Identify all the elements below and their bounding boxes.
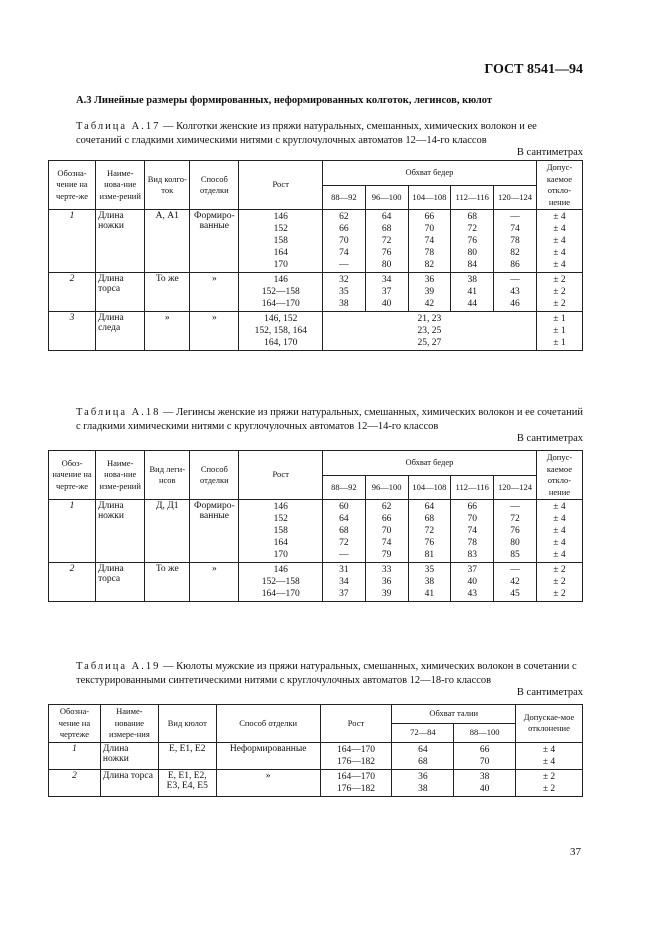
table-caption [76,120,584,148]
cell-value: 164 [273,248,288,258]
document-header: ГОСТ 8541—94 [484,62,583,77]
cell-value: ± 4 [553,212,566,222]
cell-value: — [339,260,349,270]
cell-value: 146 [273,565,288,575]
cell-value: 44 [467,299,477,309]
size-values [451,563,494,602]
height-values [239,500,322,563]
size-values [408,273,451,312]
cell-value: 42 [510,577,520,587]
item-type: То же [145,273,190,312]
cell-value: 68 [424,514,435,524]
table-caption-text: — Колготки женские из пряжи натуральных, смешанных, химических волокон и ее сочетаний с гладкими химическими нитями с круглочулочных автоматов 12—14-го классов [76,121,537,146]
cell-value: 76 [467,236,477,246]
cell-value: 66 [424,212,435,222]
item-type: Е, Е1, Е2 [158,742,216,769]
cell-value: 164—170 [261,299,300,309]
column-header: Обозна-чение на чертеже [49,705,101,743]
tolerance-values [536,273,582,312]
cell-value: 66 [381,514,392,524]
table-caption [76,406,584,434]
cell-value: 164—170 [337,744,375,755]
row-code: 1 [49,210,96,273]
cell-value: 74 [467,526,477,536]
cell-value: ± 4 [553,248,566,258]
size-values [494,563,537,602]
cell-value: 80 [381,260,392,270]
cell-value: 86 [510,260,520,270]
column-header: 72—84 [392,723,454,742]
cell-value: ± 2 [553,565,566,575]
cell-value: 72 [424,526,435,536]
cell-value: 74 [424,236,435,246]
cell-value: 41 [467,287,477,297]
measurement-name: Длина ножки [100,742,158,769]
cell-value: 82 [424,260,435,270]
table-caption [76,660,584,688]
cell-value: 158 [273,236,288,246]
cell-value: 170 [273,550,288,560]
table-a19 [48,704,583,797]
column-header: 88—100 [454,723,516,742]
cell-value: 38 [479,771,490,782]
size-values [451,500,494,563]
section-title: А.3 Линейные размеры формированных, неформированных колготок, легинсов, кюлот [76,95,493,106]
table-label: Таблица А.18 [76,407,161,418]
column-header: 88—92 [322,185,365,210]
cell-value: 80 [510,538,520,548]
row-code: 1 [49,742,101,769]
cell-value: ± 2 [553,287,566,297]
finish-method: » [190,273,239,312]
cell-value: 43 [467,589,477,599]
column-header: Обозна-чение на черте-же [49,161,96,210]
cell-value: 62 [339,212,349,222]
cell-value: ± 2 [553,299,566,309]
cell-value: 74 [381,538,392,548]
cell-value: 76 [381,248,392,258]
finish-method: Формиро-ванные [190,500,239,563]
column-group-header: Обхват талии [392,705,516,724]
measurement-name: Длина следа [96,312,145,351]
cell-value: 68 [467,212,477,222]
cell-value: 66 [479,744,490,755]
size-values [365,500,408,563]
column-header: Допускае-мое отклонение [516,705,583,743]
cell-value: 152 [273,514,288,524]
size-values [494,210,537,273]
cell-value: ± 1 [553,326,566,336]
cell-value: ± 1 [553,338,566,348]
cell-value: 70 [467,514,477,524]
cell-value: 70 [339,236,349,246]
cell-value: 176—182 [337,783,375,794]
size-values [494,500,537,563]
height-values [239,563,322,602]
column-header: Допус-каемое откло-нение [536,451,582,500]
cell-value: 72 [381,236,392,246]
cell-value: 146 [273,212,288,222]
cell-value: ± 2 [553,577,566,587]
cell-value: ± 1 [553,314,566,324]
cell-value: 39 [424,287,435,297]
unit-note: В сантиметрах [516,433,583,444]
tolerance-values [516,769,583,796]
cell-value: 76 [510,526,520,536]
size-values [322,500,365,563]
table-a17 [48,160,583,351]
column-header: 120—124 [494,185,537,210]
cell-value: 80 [467,248,477,258]
column-header: Рост [239,161,322,210]
column-group-header: Обхват бедер [322,451,536,476]
cell-value: 40 [381,299,392,309]
size-values [322,210,365,273]
cell-value: ± 2 [553,275,566,285]
cell-value: 23, 25 [417,326,442,336]
measurement-name: Длина ножки [96,210,145,273]
column-header: Способ отделки [216,705,320,743]
cell-value: 83 [467,550,477,560]
finish-method: » [190,563,239,602]
cell-value: ± 4 [553,538,566,548]
cell-value: 78 [467,538,477,548]
cell-value: 38 [424,577,435,587]
cell-value: 39 [381,589,392,599]
cell-value: ± 4 [553,224,566,234]
table-caption-text: — Кюлоты мужские из пряжи натуральных, смешанных, химических волокон в сочетании с текстурированными синтетическими нитями с круглочулочных автоматов 12—18-го классов [76,661,577,686]
column-header: Наиме-нование измере-ния [100,705,158,743]
height-values [239,312,322,351]
column-header: Вид кюлот [158,705,216,743]
cell-value: 45 [510,589,520,599]
cell-value: 38 [467,275,477,285]
cell-value: 62 [381,502,392,512]
column-header: 104—108 [408,475,451,500]
column-header: 96—100 [365,475,408,500]
cell-value: 82 [510,248,520,258]
measurement-name: Длина ножки [96,500,145,563]
item-type: То же [145,563,190,602]
cell-value: 32 [339,275,349,285]
table-row [49,563,583,602]
cell-value: 37 [339,589,349,599]
cell-value: 38 [418,783,428,794]
cell-value: 85 [510,550,520,560]
measurement-name: Длина торса [100,769,158,796]
cell-value: 70 [381,526,392,536]
cell-value: 164—170 [261,589,300,599]
column-header: 88—92 [322,475,365,500]
cell-value: 70 [479,756,490,767]
cell-value: 66 [467,502,477,512]
finish-method: Формиро-ванные [190,210,239,273]
column-header: Способ отделки [190,451,239,500]
cell-value: — [510,212,520,222]
height-values [320,742,392,769]
cell-value: 152—158 [261,577,300,587]
merged-values [322,312,536,351]
size-values [494,273,537,312]
page-number: 37 [570,846,581,858]
size-values [408,210,451,273]
table-row [49,500,583,563]
cell-value: ± 4 [553,514,566,524]
tolerance-values [536,312,582,351]
table-a18 [48,450,583,602]
cell-value: ± 4 [553,236,566,246]
cell-value: 36 [381,577,392,587]
item-type: » [145,312,190,351]
cell-value: 76 [424,538,435,548]
size-values [365,210,408,273]
tolerance-values [536,563,582,602]
column-header: Обоз-начение на черте-же [49,451,96,500]
row-code: 3 [49,312,96,351]
column-header: Способ отделки [190,161,239,210]
cell-value: 78 [424,248,435,258]
cell-value: ± 4 [553,260,566,270]
size-values [408,563,451,602]
cell-value: 146 [273,275,288,285]
cell-value: 164, 170 [264,338,298,348]
header-row [49,451,583,476]
tolerance-values [536,500,582,563]
finish-method: » [190,312,239,351]
cell-value: 37 [467,565,477,575]
cell-value: 34 [339,577,349,587]
row-code: 2 [49,769,101,796]
cell-value: ± 4 [542,756,556,767]
header-row [49,161,583,186]
cell-value: 74 [339,248,349,258]
cell-value: 152, 158, 164 [254,326,307,336]
cell-value: 25, 27 [417,338,442,348]
size-values [392,769,454,796]
cell-value: 78 [510,236,520,246]
size-values [408,500,451,563]
cell-value: 74 [510,224,520,234]
cell-value: 43 [510,287,520,297]
item-type: А, А1 [145,210,190,273]
table-row [49,273,583,312]
size-values [365,273,408,312]
size-values [451,273,494,312]
cell-value: ± 4 [542,744,556,755]
unit-note: В сантиметрах [516,147,583,158]
row-code: 2 [49,563,96,602]
table-label: Таблица А.19 [76,661,161,672]
cell-value: 176—182 [337,756,375,767]
tolerance-values [516,742,583,769]
cell-value: 152 [273,224,288,234]
cell-value: 66 [339,224,349,234]
cell-value: 79 [381,550,392,560]
column-header: 120—124 [494,475,537,500]
header-row [49,705,583,724]
cell-value: 31 [339,565,349,575]
cell-value: 72 [339,538,349,548]
cell-value: 64 [339,514,349,524]
cell-value: 81 [424,550,435,560]
column-header: Наиме-нова-ние изме-рений [96,161,145,210]
column-header: Рост [320,705,392,743]
cell-value: 64 [424,502,435,512]
cell-value: 60 [339,502,349,512]
cell-value: 84 [467,260,477,270]
cell-value: 164 [273,538,288,548]
finish-method: Неформированные [216,742,320,769]
row-code: 2 [49,273,96,312]
cell-value: — [510,565,520,575]
cell-value: 164—170 [337,771,375,782]
cell-value: 68 [339,526,349,536]
cell-value: 64 [418,744,428,755]
cell-value: 68 [418,756,428,767]
cell-value: 46 [510,299,520,309]
cell-value: 42 [424,299,435,309]
cell-value: ± 2 [553,589,566,599]
cell-value: 146 [273,502,288,512]
size-values [365,563,408,602]
column-header: Вид леги-нсов [145,451,190,500]
size-values [454,769,516,796]
column-header: 96—100 [365,185,408,210]
cell-value: — [510,502,520,512]
column-header: 112—116 [451,185,494,210]
height-values [239,273,322,312]
cell-value: ± 4 [553,526,566,536]
height-values [320,769,392,796]
cell-value: 41 [424,589,435,599]
cell-value: 35 [424,565,435,575]
column-group-header: Обхват бедер [322,161,536,186]
cell-value: 34 [381,275,392,285]
cell-value: 33 [381,565,392,575]
size-values [451,210,494,273]
tolerance-values [536,210,582,273]
column-header: Наиме-нова-ние изме-рений [96,451,145,500]
cell-value: 158 [273,526,288,536]
cell-value: 37 [381,287,392,297]
item-type: Д, Д1 [145,500,190,563]
size-values [322,563,365,602]
column-header: 104—108 [408,185,451,210]
cell-value: — [339,550,349,560]
cell-value: 170 [273,260,288,270]
size-values [392,742,454,769]
cell-value: ± 2 [542,783,556,794]
cell-value: ± 2 [542,771,556,782]
cell-value: ± 4 [553,502,566,512]
cell-value: 40 [467,577,477,587]
column-header: 112—116 [451,475,494,500]
table-caption-text: — Легинсы женские из пряжи натуральных, смешанных, химических волокон и ее сочетаний с гладкими химическими нитями с круглочулочных автоматов 12—14-го классов [76,407,583,432]
finish-method: » [216,769,320,796]
column-header: Вид колго-ток [145,161,190,210]
table-label: Таблица А.17 [76,121,161,132]
cell-value: 36 [424,275,435,285]
table-row [49,312,583,351]
item-type: Е, Е1, Е2, Е3, Е4, Е5 [158,769,216,796]
size-values [454,742,516,769]
cell-value: 68 [381,224,392,234]
cell-value: 21, 23 [417,314,442,324]
size-values [322,273,365,312]
cell-value: 36 [418,771,428,782]
column-header: Рост [239,451,322,500]
cell-value: ± 4 [553,550,566,560]
measurement-name: Длина торса [96,273,145,312]
cell-value: 70 [424,224,435,234]
table-row [49,742,583,769]
table-row [49,769,583,796]
unit-note: В сантиметрах [516,687,583,698]
table-row [49,210,583,273]
cell-value: 38 [339,299,349,309]
cell-value: 152—158 [261,287,300,297]
measurement-name: Длина торса [96,563,145,602]
cell-value: 72 [510,514,520,524]
cell-value: 64 [381,212,392,222]
cell-value: 146, 152 [264,314,298,324]
row-code: 1 [49,500,96,563]
cell-value: 40 [479,783,490,794]
cell-value: 72 [467,224,477,234]
column-header: Допус-каемое откло-нение [536,161,582,210]
height-values [239,210,322,273]
cell-value: 35 [339,287,349,297]
cell-value: — [510,275,520,285]
